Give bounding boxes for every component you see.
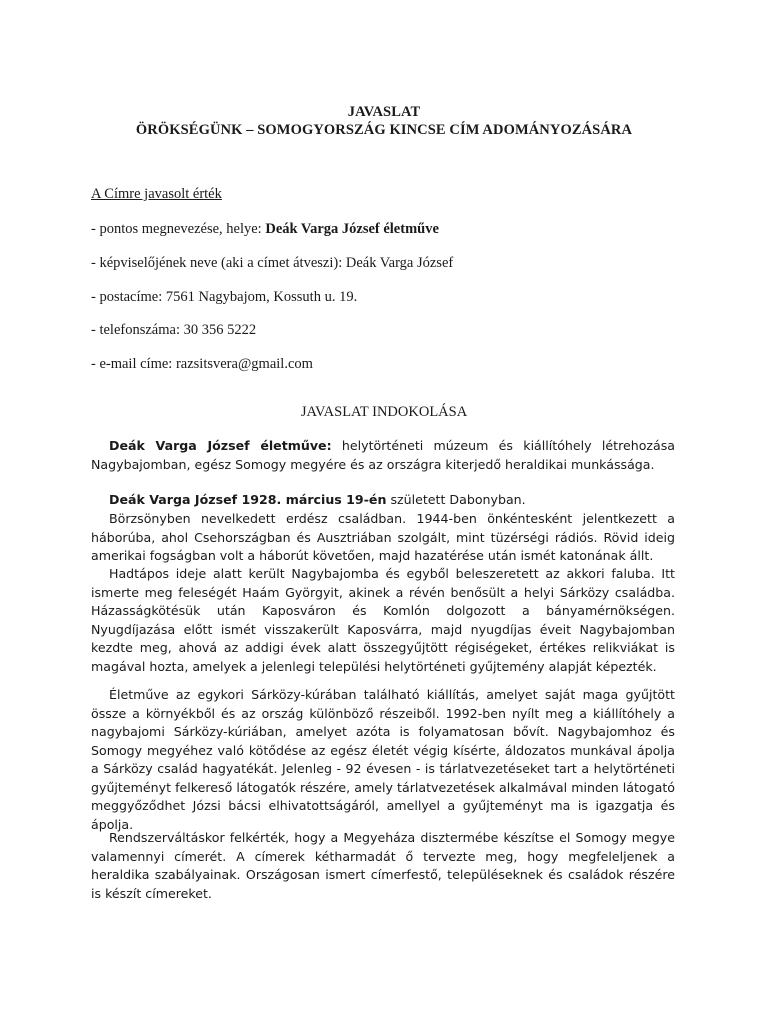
name-value: Deák Varga József életműve [265, 221, 439, 237]
paragraph-intro [91, 437, 675, 474]
proposed-value-heading: A Címre javasolt érték [91, 186, 222, 202]
document-title [0, 103, 768, 139]
representative-field: - képviselőjének neve (aki a címet átveszi): Deák Varga József [91, 255, 454, 271]
intro-text: helytörténeti múzeum és kiállítóhely létrehozása Nagybajomban, egész Somogy megyére és az országra kiterjedő heraldikai munkássága. [91, 438, 676, 472]
justification-heading: JAVASLAT INDOKOLÁSA [300, 404, 468, 420]
address-field: - postacíme: 7561 Nagybajom, Kossuth u. 19. [91, 289, 358, 305]
paragraph-life-work [91, 686, 675, 834]
name-field [91, 220, 439, 238]
paragraph-birth [91, 491, 675, 510]
email-field: - e-mail címe: razsitsvera@gmail.com [91, 356, 313, 372]
title-line-2: ÖRÖKSÉGÜNK – SOMOGYORSZÁG KINCSE CÍM ADOMÁNYOZÁSÁRA [135, 122, 633, 138]
youth-text: Börzsönyben nevelkedett erdész családban. 1944-ben önkéntesként jelentkezett a háborúba, ahol Csehországban és Ausztriában szolgált, mint tüzérségi rádiós. Rövid ideig amerikai fogságban volt a háborút követően, majd hazatérése után ismét katonának állt. [91, 511, 675, 563]
paragraph-nagybajom [91, 565, 675, 676]
phone-field: - telefonszáma: 30 356 5222 [91, 322, 257, 338]
life-work-text: Életműve az egykori Sárközy-kúrában található kiállítás, amelyet saját maga gyűjtött össze a környékből és az ország különböző részeiből. 1992-ben nyílt meg a kiállítóhely a nagybajomi Sárközy-kúriában, amelyet azóta is folyamatosan bővít. Nagybajomhoz és Somogy megyéhez való kötődése az egész életét végig kísérte, áldozatos munkával ápolja a Sárközy család hagyatékát. Jelenleg - 92 évesen - is tárlatvezetéseket tart a helytörténeti gyűjteményt felkereső látogatók részére, amely tárlatvezetések alkalmával minden látogató meggyőződhet Józsi bácsi elhivatottságáról, amellyel a gyűjteményt ma is igazgatja és ápolja. [91, 687, 675, 832]
heraldry-text: Rendszerváltáskor felkérték, hogy a Megyeháza disztermébe készítse el Somogy megye valamennyi címerét. A címerek kétharmadát ő tervezte meg, hogy megfeleljenek a heraldika szabályainak. Országosan ismert címerfestő, településeknek és családok részére is készít címereket. [91, 830, 675, 901]
intro-lead: Deák Varga József életműve: [109, 438, 332, 453]
title-line-1: JAVASLAT [347, 104, 421, 120]
birth-lead: Deák Varga József 1928. március 19-én [109, 492, 387, 507]
name-label: - pontos megnevezése, helye: [91, 221, 266, 237]
nagybajom-text: Hadtápos ideje alatt került Nagybajomba és egyből beleszeretett az akkori faluba. Itt ismerte meg feleségét Haám Györgyit, akinek a révén benősült a helyi Sárközy családba. Házasságkötésük után Kaposváron és Komlón dolgozott a bányamérnökségen. Nyugdíjazása előtt ismét visszakerült Kaposvárra, majd nyugdíjas éveit Nagybajomban kezdte meg, ahová az addigi évek alatt összegyűjtött régiségeket, értékes relikviákat is magával hozta, amelyek a jelenlegi települési helytörténeti gyűjtemény alapját képezték. [91, 566, 675, 674]
paragraph-youth [91, 510, 675, 566]
birth-text: született Dabonyban. [386, 492, 526, 507]
paragraph-heraldry [91, 829, 675, 903]
